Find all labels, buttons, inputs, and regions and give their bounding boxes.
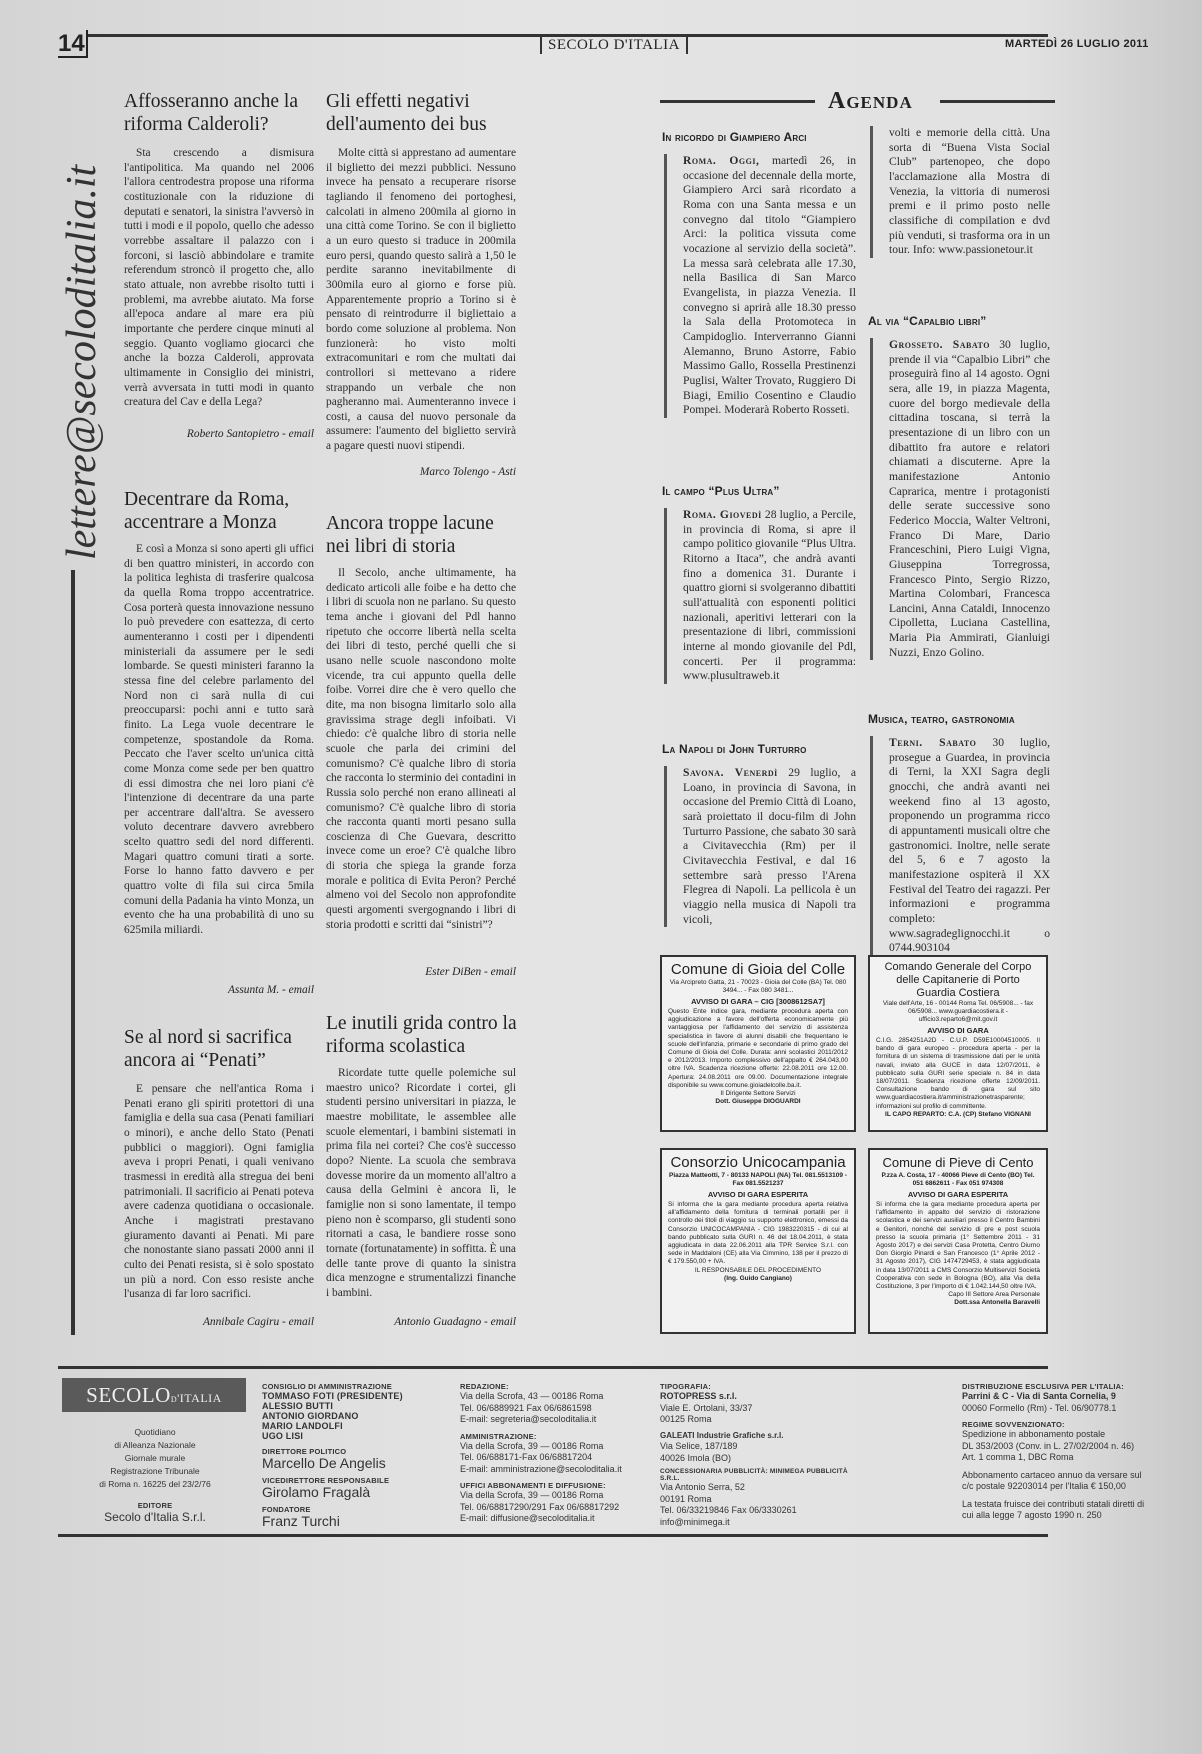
letter-body: Sta crescendo a dismisura l'antipolitica. Ma quando nel 2006 l'allora centrodestra propose una riforma costituzionale con la riduzione di deputati e senatori, la sinistra l'avversò in tutti i modi e il popolo, quello che adesso vorrebbe assaltare il palazzo con i forconi, si lasciò abbindolare e tramite referendum stroncò il progetto che, allo stato attuale, non avrebbe risolto tutti i problemi, ma avrebbe aiutato. Ma forse all'epoca andare al mare era più importante che perdere cinque minuti al seggio. Quanto vogliamo giocarci che anche la bozza Calderoli, approvata ultimamente in Consiglio dei ministri, verrà avversata in tutti modi in quanto creatura del Cav e della Lega? [124, 147, 314, 409]
ad-title: Comando Generale del Corpo delle Capitanerie di Porto Guardia Costiera [884, 961, 1032, 999]
agenda-rule [660, 100, 815, 103]
letter-body: Ricordate tutte quelle polemiche sul maestro unico? Ricordate i cortei, gli studenti persino universitari in piazza, le maestre mobilitate, le assemblee alle scuole elementari, i bambini sistemati in prima fila nei cortei? Che cos'è successo dopo? Niente. La scuola che sembrava dovesse morire da un momento all'altro a causa della Gelmini è ancora lì, le famiglie non si sono lamentate, il tempo pieno non è scomparso, gli studenti sono ritornati a casa, le bandiere rosse sono tornate (fortunatamente) in soffitta. È una delle tante prove di quanto la sinistra dica menzogne e strumentalizzi finanche i bambini. [326, 1067, 516, 1299]
footer-note: La testata fruisce dei contributi statali diretti di cui alla legge 7 agosto 1990 n. 250 [962, 1498, 1145, 1520]
footer-label: AMMINISTRAZIONE: [460, 1431, 537, 1441]
agenda-item-title: Il campo “Plus Ultra” [662, 484, 780, 498]
footer-line: ANTONIO GIORDANO [262, 1411, 359, 1421]
footer-label: CONSIGLIO DI AMMINISTRAZIONE [262, 1382, 392, 1391]
letter-signature: Marco Tolengo - Asti [419, 466, 516, 478]
agenda-item-title: Al via “Capalbio libri” [868, 314, 987, 328]
footer-board [262, 1382, 442, 1528]
letter-title: Ancora troppe lacune nei libri di storia [326, 513, 494, 557]
issue-date: MARTEDÌ 26 LUGLIO 2011 [1005, 38, 1149, 50]
footer-line: Spedizione in abbonamento postale [962, 1429, 1106, 1439]
footer-logo [62, 1378, 246, 1412]
footer-label: REGIME SOVVENZIONATO: [962, 1420, 1065, 1429]
footer-line: Tel. 06/33219846 Fax 06/3330261 [660, 1505, 797, 1515]
agenda-item-body [664, 766, 856, 927]
footer-line: Tel. 06/688171-Fax 06/68817204 [460, 1452, 593, 1462]
footer-email[interactable]: E-mail: segreteria@secoloditalia.it [460, 1414, 597, 1424]
footer-line: Giornale murale [124, 1453, 186, 1463]
ad-heading: AVVISO DI GARA [927, 1026, 989, 1035]
footer-label: CONCESSIONARIA PUBBLICITÀ: MINIMEGA PUBBLICITÀ S.R.L. [660, 1468, 848, 1482]
agenda-item-text: 30 luglio, prosegue a Guardea, in provincia di Terni, la XXI Sagra degli gnocchi, che andrà avanti nei weekend fino al 13 agosto, proponendo un programma ricco di appuntamenti musicali oltre che gastronomici. Inoltre, nelle serate del 5, 6 e 7 agosto la manifestazione ospiterà il XX Festival del Teatro dei ragazzi. Per informazioni e programma completo: www.sagradeglignocchi.it o 0744.903104 [889, 736, 1050, 955]
footer-line: ALESSIO BUTTI [262, 1401, 334, 1411]
footer-printing [660, 1382, 850, 1528]
ad-signature: Il Dirigente Settore Servizi [720, 1090, 796, 1098]
agenda-item-title: Musica, teatro, gastronomia [868, 712, 1015, 726]
legal-notice-ad [868, 1148, 1048, 1334]
agenda-item-lead: Savona. Venerdì [683, 766, 778, 779]
ad-address: Via Arcipreto Gatta, 21 - 70023 - Gioia del Colle (BA) Tel. 080 3494... - Fax 080 3481... [669, 979, 847, 994]
logo-text: SECOLO [86, 1383, 171, 1407]
agenda-rule [940, 100, 1055, 103]
agenda-item-body [664, 154, 856, 418]
ad-heading: AVVISO DI GARA ESPERITA [907, 1190, 1009, 1199]
ad-heading: AVVISO DI GARA – CIG [3008612SA7] [691, 997, 825, 1006]
footer-email[interactable]: E-mail: amministrazione@secoloditalia.it [460, 1463, 622, 1474]
footer-label: REDAZIONE: [460, 1382, 509, 1391]
footer-line: 00125 Roma [660, 1414, 712, 1424]
legal-notice-ad [868, 955, 1048, 1132]
footer-printer: GALEATI Industrie Grafiche s.r.l. [660, 1430, 784, 1440]
masthead: SECOLO D'ITALIA [540, 36, 688, 54]
footer-label: DIRETTORE POLITICO [262, 1447, 347, 1456]
footer-line: Via della Scrofa, 39 — 00186 Roma [460, 1440, 604, 1451]
agenda-title: Agenda [828, 88, 913, 114]
agenda-item-text: 30 luglio, prende il via “Capalbio Libri” che proseguirà fino al 14 agosto. Ogni sera, alle 19, in piazza Magenta, cuore del borgo medievale della cittadina toscana, si terrà la presentazione di un libro con un dibattito fra autore e relatori chiamati a discuterne. Apre la manifestazione Antonio Caprarica, mentre i protagonisti delle serate successive sono Federico Moccia, Walter Veltroni, Franco Di Mare, Dario Franceschini, Piero Luigi Vigna, Giuseppina Torregrossa, Francesco Pinto, Sergio Rizzo, Martina Colombari, Francesca Lancini, Anna Cataldi, Innocenzo Cipolletta, Luciana Castellina, Maria Pia Ammirati, Gianluigi Nuzzi, Enzo Golino. [889, 338, 1050, 659]
footer-line: MARIO LANDOLFI [262, 1421, 343, 1431]
legal-notice-ad [660, 955, 856, 1132]
agenda-item-title: La Napoli di John Turturro [662, 742, 807, 756]
letter-signature: Ester DiBen - email [425, 966, 516, 978]
footer-printer: ROTOPRESS s.r.l. [660, 1391, 737, 1401]
footer-line: UGO LISI [262, 1431, 304, 1441]
ad-body: Si informa che la gara mediante procedura aperta per l'affidamento in appalto del servizio di ristorazione scolastica e dei servizi ausiliari presso il Centro Bambini e Genitori, nonché del servizio di pre e post scuola presso la scuola primaria (1° Settembre 2011 - 31 Agosto 2017) e dei servizi Casa Protetta, Centro Diurno Don Giorgio Pinardi e San Francesco (1° Aprile 2012 - 31 Agosto 2017), CIG 1474729453, è stata aggiudicata in data 13/07/2011 a CMS Consorzio Multiservizi Società Cooperativa con sede in Bologna (BO), alla Via della Costituzione, 3 per l'importo di € 1.042.144,50 oltre IVA. [876, 1201, 1040, 1291]
ad-signatory: Dott. Giuseppe DIOGUARDI [715, 1098, 801, 1106]
agenda-item-lead: Grosseto. Sabato [889, 338, 990, 351]
footer-director: Marcello De Angelis [262, 1455, 386, 1471]
letter-title: Affosseranno anche la riforma Calderoli? [124, 91, 298, 135]
footer-vice-director: Girolamo Fragalà [262, 1484, 371, 1500]
letter-signature: Assunta M. - email [227, 984, 314, 996]
ad-address: P.zza A. Costa, 17 - 40066 Pieve di Cento (BO) Tel. 051 6862611 - Fax 051 974308 [881, 1172, 1035, 1187]
agenda-item-title: In ricordo di Giampiero Arci [662, 130, 807, 144]
letter-title: Le inutili grida contro la riforma scolastica [326, 1013, 517, 1057]
footer-email[interactable]: info@minimega.it [660, 1516, 730, 1527]
agenda-item-body [870, 736, 1050, 956]
agenda-item-lead: Roma. Oggi, [683, 154, 760, 167]
page-number: 14 [58, 30, 88, 58]
section-label[interactable]: lettere@secoloditalia.it [59, 164, 105, 560]
ad-title: Comune di Pieve di Cento [882, 1155, 1034, 1170]
ad-address: Viale dell'Arte, 16 - 00144 Roma Tel. 06/5908... - fax 06/5908... www.guardiacostiera.it - ufficio3.reparto6@mit.gov.it [882, 1000, 1034, 1023]
logo-text-small: d'ITALIA [170, 1391, 222, 1405]
agenda-item-body [870, 338, 1050, 660]
footer-line: Parrini & C - Via di Santa Cornelia, 9 [962, 1391, 1116, 1401]
letter-title: Gli effetti negativi dell'aumento dei bus [326, 91, 487, 135]
footer-line: Via Antonio Serra, 52 [660, 1482, 745, 1492]
agenda-item-text: 28 luglio, a Percile, in provincia di Roma, si apre il campo politico giovanile “Plus Ultra. Ritorno a Itaca”, che andrà avanti fino a domenica 31. Durante i quattro giorni si svolgeranno dibattiti sull'attualità con esponenti politici nazionali, aperitivi letterari con la presentazione di libri, commissioni interne al mondo giovanile del Pdl, concerti. Per il programma: www.plusultraweb.it [683, 508, 857, 683]
agenda-item-body [664, 508, 856, 684]
footer-line: 00191 Roma [660, 1493, 712, 1504]
footer-line: DL 353/2003 (Conv. in L. 27/02/2004 n. 46) [962, 1440, 1135, 1451]
section-rule [71, 570, 75, 1335]
footer-line: TOMMASO FOTI (PRESIDENTE) [262, 1391, 403, 1401]
letter-title: Decentrare da Roma, accentrare a Monza [124, 489, 290, 533]
ad-signature: Capo III Settore Area Personale [948, 1291, 1040, 1299]
footer-line: di Roma n. 16225 del 23/2/76 [99, 1479, 211, 1489]
letter-title: Se al nord si sacrifica ancora ai “Penati” [124, 1027, 292, 1071]
footer-line: di Alleanza Nazionale [114, 1440, 196, 1450]
footer-line: 40026 Imola (BO) [660, 1452, 732, 1463]
agenda-item-text: 29 luglio, a Loano, in provincia di Savona, in occasione del Premio Città di Loano, sarà proiettato il docu-film di John Turturro Passione, che sabato 30 sarà a Civitavecchia (Rm) per il Civitavecchia Festival, e dal 16 settembre sarà presso l'Arena Flegrea di Napoli. La pellicola è un viaggio nella musica di Napoli tra vicoli, [683, 766, 856, 926]
letter-body: E così a Monza si sono aperti gli uffici di ben quattro ministeri, in accordo con la politica leghista di trasferire qualcosa da quella Roma troppo accentratrice. Cosa porterà questa innovazione nessuno lo può prevedere con esattezza, di certo aumenteranno i costi per i dipendenti ministeriali da assumere per le sedi lombarde. Se questi ministeri faranno la stessa fine del celebre parlamento del Nord non ci sarà nulla di cui preoccuparsi: pochi anni e tutto sarà finito. La Lega vuole decentrare le competenze, spostandole da Roma. Peccato che l'aver scelto un'unica città come Monza come sede per ben quattro di essi dimostra che nei loro piani c'è l'intenzione di decentrare da una parte per accentrare dall'altra. Se avessero voluto decentrare davvero avrebbero scelto quattro sedi del nord differenti. Magari quattro comuni tirati a sorte. Forse lo hanno fatto davvero e per quattro volte di fila sui circa 5mila comuni della Padania ha vinto Monza, un evento che ha una probabilità di uno su 625mila miliardi. [124, 543, 314, 937]
footer-editor: Secolo d'Italia S.r.l. [104, 1510, 206, 1524]
footer-label: FONDATORE [262, 1505, 311, 1514]
ad-signatory: Dott.ssa Antonella Baravelli [954, 1299, 1040, 1307]
footer-label: TIPOGRAFIA: [660, 1382, 711, 1391]
footer-label: EDITORE [137, 1501, 173, 1510]
footer-line: Quotidiano [134, 1427, 176, 1437]
footer-line: 00060 Formello (Rm) - Tel. 06/90778.1 [962, 1402, 1117, 1413]
footer-founder: Franz Turchi [262, 1513, 340, 1529]
ad-signature: IL RESPONSABILE DEL PROCEDIMENTO [694, 1266, 822, 1274]
ad-title: Comune di Gioia del Colle [670, 961, 846, 978]
footer-label: DISTRIBUZIONE ESCLUSIVA PER L'ITALIA: [962, 1382, 1124, 1391]
footer-line: Tel. 06/68817290/291 Fax 06/68817292 [460, 1501, 620, 1512]
ad-heading: AVVISO DI GARA ESPERITA [707, 1190, 809, 1199]
footer-rule [58, 1366, 1048, 1369]
legal-notice-ad [660, 1148, 856, 1334]
letter-signature: Annibale Cagiru - email [202, 1316, 314, 1328]
footer-line: Tel. 06/6889921 Fax 06/6861598 [460, 1402, 592, 1413]
ad-signatory: (Ing. Guido Cangiano) [724, 1274, 792, 1282]
footer-line: Via della Scrofa, 39 — 00186 Roma [460, 1490, 604, 1500]
ad-body: Questo Ente indice gara, mediante procedura aperta con aggiudicazione a favore dell'offerta economicamente più vantaggiosa per l'affidamento del servizio di assistenza specialistica in favore di alunni disabili che frequentano le scuole dell'infanzia, primarie e secondarie di primo grado del Comune di Gioia del Colle. Durata: anni scolastici 2011/2012 e 2012/2013. Importo complessivo dell'appalto € 264.043,00 oltre IVA. Scadenza ricezione offerte: 22.08.2011 ore 12.00. Apertura: 24.08.2011 ore 09.00. Documentazione integrale disponibile su www.comune.gioiadelcolle.ba.it. [668, 1008, 848, 1089]
agenda-item-text: volti e memorie della città. Una sorta di “Buena Vista Social Club” partenopeo, che dopo l'acclamazione alla Mostra di Venezia, la vittoria di numerosi premi e il primo posto nelle classifiche di compilation e dvd più venduti, si trasforma ora in un tour. Info: www.passionetour.it [889, 126, 1050, 257]
footer-label: VICEDIRETTORE RESPONSABILE [262, 1476, 390, 1485]
footer-distribution [962, 1382, 1152, 1522]
agenda-header [660, 88, 1055, 116]
letter-signature: Roberto Santopietro - email [186, 428, 314, 440]
ad-body: Si informa che la gara mediante procedura aperta relativa all'affidamento della fornitura di terminali portatili per il controllo dei titoli di viaggio su supporto elettronico, emessi da Consorzio UNICOCAMPANIA - CIG 1983220315 - di cui al bando pubblicato sulla GURI n. 46 del 18.04.2011, è stata aggiudicata in data 22.06.2011 alla TPR Service S.r.l. con sede in Maddaloni (CE) alla Via Cimmino, 138 per il prezzo di € 179.550,00 + IVA. [668, 1201, 848, 1266]
letter-body: E pensare che nell'antica Roma i Penati erano gli spiriti protettori di una famiglia e della sua casa (Penati familiari o minori), e anche dello Stato (Penati pubblici o maggiori). Ogni famiglia aveva i propri Penati, i quali venivano trasmessi in eredità alla stregua dei beni patrimoniali. Il sacrificio ai Penati poteva avere cadenza quotidiana o occasionale. Anche i magistrati prestavano giuramento davanti ai Penati. Mi pare che nonostante siano passati 2000 anni il culto dei Penati resista, si è solo spostato un più a nord. Con esso resiste anche l'usanza di far loro sacrifici. [124, 1083, 314, 1301]
letter-body: Molte città si apprestano ad aumentare il biglietto dei mezzi pubblici. Nessuno invece ha pensato a recuperare risorse tagliando il fenomeno dei portoghesi, calcolati in almeno 200mila al giorno in una città come Torino. Se con il biglietto a un euro questo si traduce in 200mila euro persi, quando questo salirà a 1,50 le perdite saranno inevitabilmente di 300mila euro al giorno e forse più. Apparentemente proprio a Torino si è pensato di reintrodurre il bigliettaio a bordo come soluzione al problema. Non funzionerà: ho visto molti extracomunitari e rom che multati dai controllori si mettevano a ridere strappando un verbale che non pagheranno mai. Aumenteranno invece i costi, a causa del nuovo personale da assumere: l'aumento del biglietto servirà a pagare questi nuovi stipendi. [326, 147, 516, 453]
footer-line: Viale E. Ortolani, 33/37 [660, 1402, 753, 1413]
ad-title: Consorzio Unicocampania [670, 1154, 846, 1171]
footer-contacts [460, 1382, 650, 1525]
footer-registration [70, 1426, 240, 1524]
footer-rule [58, 1534, 1048, 1537]
agenda-item-lead: Terni. Sabato [889, 736, 977, 749]
ad-signature: IL CAPO REPARTO: C.A. (CP) Stefano VIGNANI [885, 1110, 1031, 1118]
footer-email[interactable]: E-mail: diffusione@secoloditalia.it [460, 1513, 595, 1523]
footer-line: Via della Scrofa, 43 — 00186 Roma [460, 1391, 604, 1401]
agenda-item-body [870, 126, 1050, 258]
footer-subscription: Abbonamento cartaceo annuo da versare sul c/c postale 92203014 per l'Italia € 150,00 [962, 1469, 1142, 1491]
agenda-item-text: martedì 26, in occasione del decennale della morte, Giampiero Arci sarà ricordato a Roma con una Santa messa e un convegno dal titolo “Giampiero Arci: la politica vissuta come vocazione al servizio della società”. La messa sarà celebrata alle 17.30, nella Basilica di San Marco Evangelista, in piazza Venezia. Il convegno si aprirà alle 18.30 presso la Sala della Protomoteca in Campidoglio. Interverranno Gianni Alemanno, Bruno Astorre, Fabio Massimo Gallo, Rossella Prestinenzi Puglisi, Walter Trovato, Ruggiero Di Biagi, Emilio Cosentino e Claudio Pompei. Moderarà Roberto Rosseti. [683, 154, 856, 417]
ad-address: Piazza Matteotti, 7 - 80133 NAPOLI (NA) Tel. 081.5513109 - Fax 081.5521237 [669, 1172, 847, 1187]
footer-label: UFFICI ABBONAMENTI E DIFFUSIONE: [460, 1481, 606, 1490]
footer-line: Registrazione Tribunale [110, 1466, 200, 1476]
ad-body: C.I.G. 2854251A2D - C.U.P. D59E10004510005. Il bando di gara europeo - procedura aperta - per la fornitura di un sistema di trasmissione dati per le unità navali, inviato alla GUCE in data 12/07/2011, è pubblicato sulla GURI serie speciale n. 84 in data 18/07/2011. Scadenza ricezione offerte 12/09/2011. Consultazione bando di gara sul sito www.guardiacostiera.it/amministrazionetrasparente; informazioni sul profilo di committente. [876, 1037, 1040, 1110]
footer-line: Via Selice, 187/189 [660, 1441, 738, 1451]
letter-signature: Antonio Guadagno - email [394, 1316, 516, 1328]
agenda-item-lead: Roma. Giovedì [683, 508, 762, 521]
footer-line: Art. 1 comma 1, DBC Roma [962, 1452, 1074, 1462]
letter-body: Il Secolo, anche ultimamente, ha dedicato articoli alle foibe e ha detto che i libri di scuola non ne parlano. Su questo tema anche i giovani del Pdl hanno ripetuto che occorre libertà nella scelta dei libri di testo, perché quelli che si usano nelle scuole nascondono molte vicende, tra cui appunto quella delle foibe. Vorrei dire che è vero quello che dite, ma non bisogna limitarlo solo alla gravissima strage degli infoibati. Vi chiedo: c'è qualche libro di storia nelle scuole che parla dei crimini del comunismo? C'è qualche libro di storia che racconta lo sterminio dei contadini in Russia solo perché non erano allineati al comunismo? C'è qualche libro di storia che racconta quanti morti pesano sulla coscienza di Che Guevara, descritto invece come un eroe? C'è qualche libro di storia che spiega la grande forza morale e politica di Evita Peron? Perché almeno voi del Secolo non approfondite questi argomenti svergognando i libri di storia prodotti e scritti dai “sinistri”? [326, 567, 516, 931]
